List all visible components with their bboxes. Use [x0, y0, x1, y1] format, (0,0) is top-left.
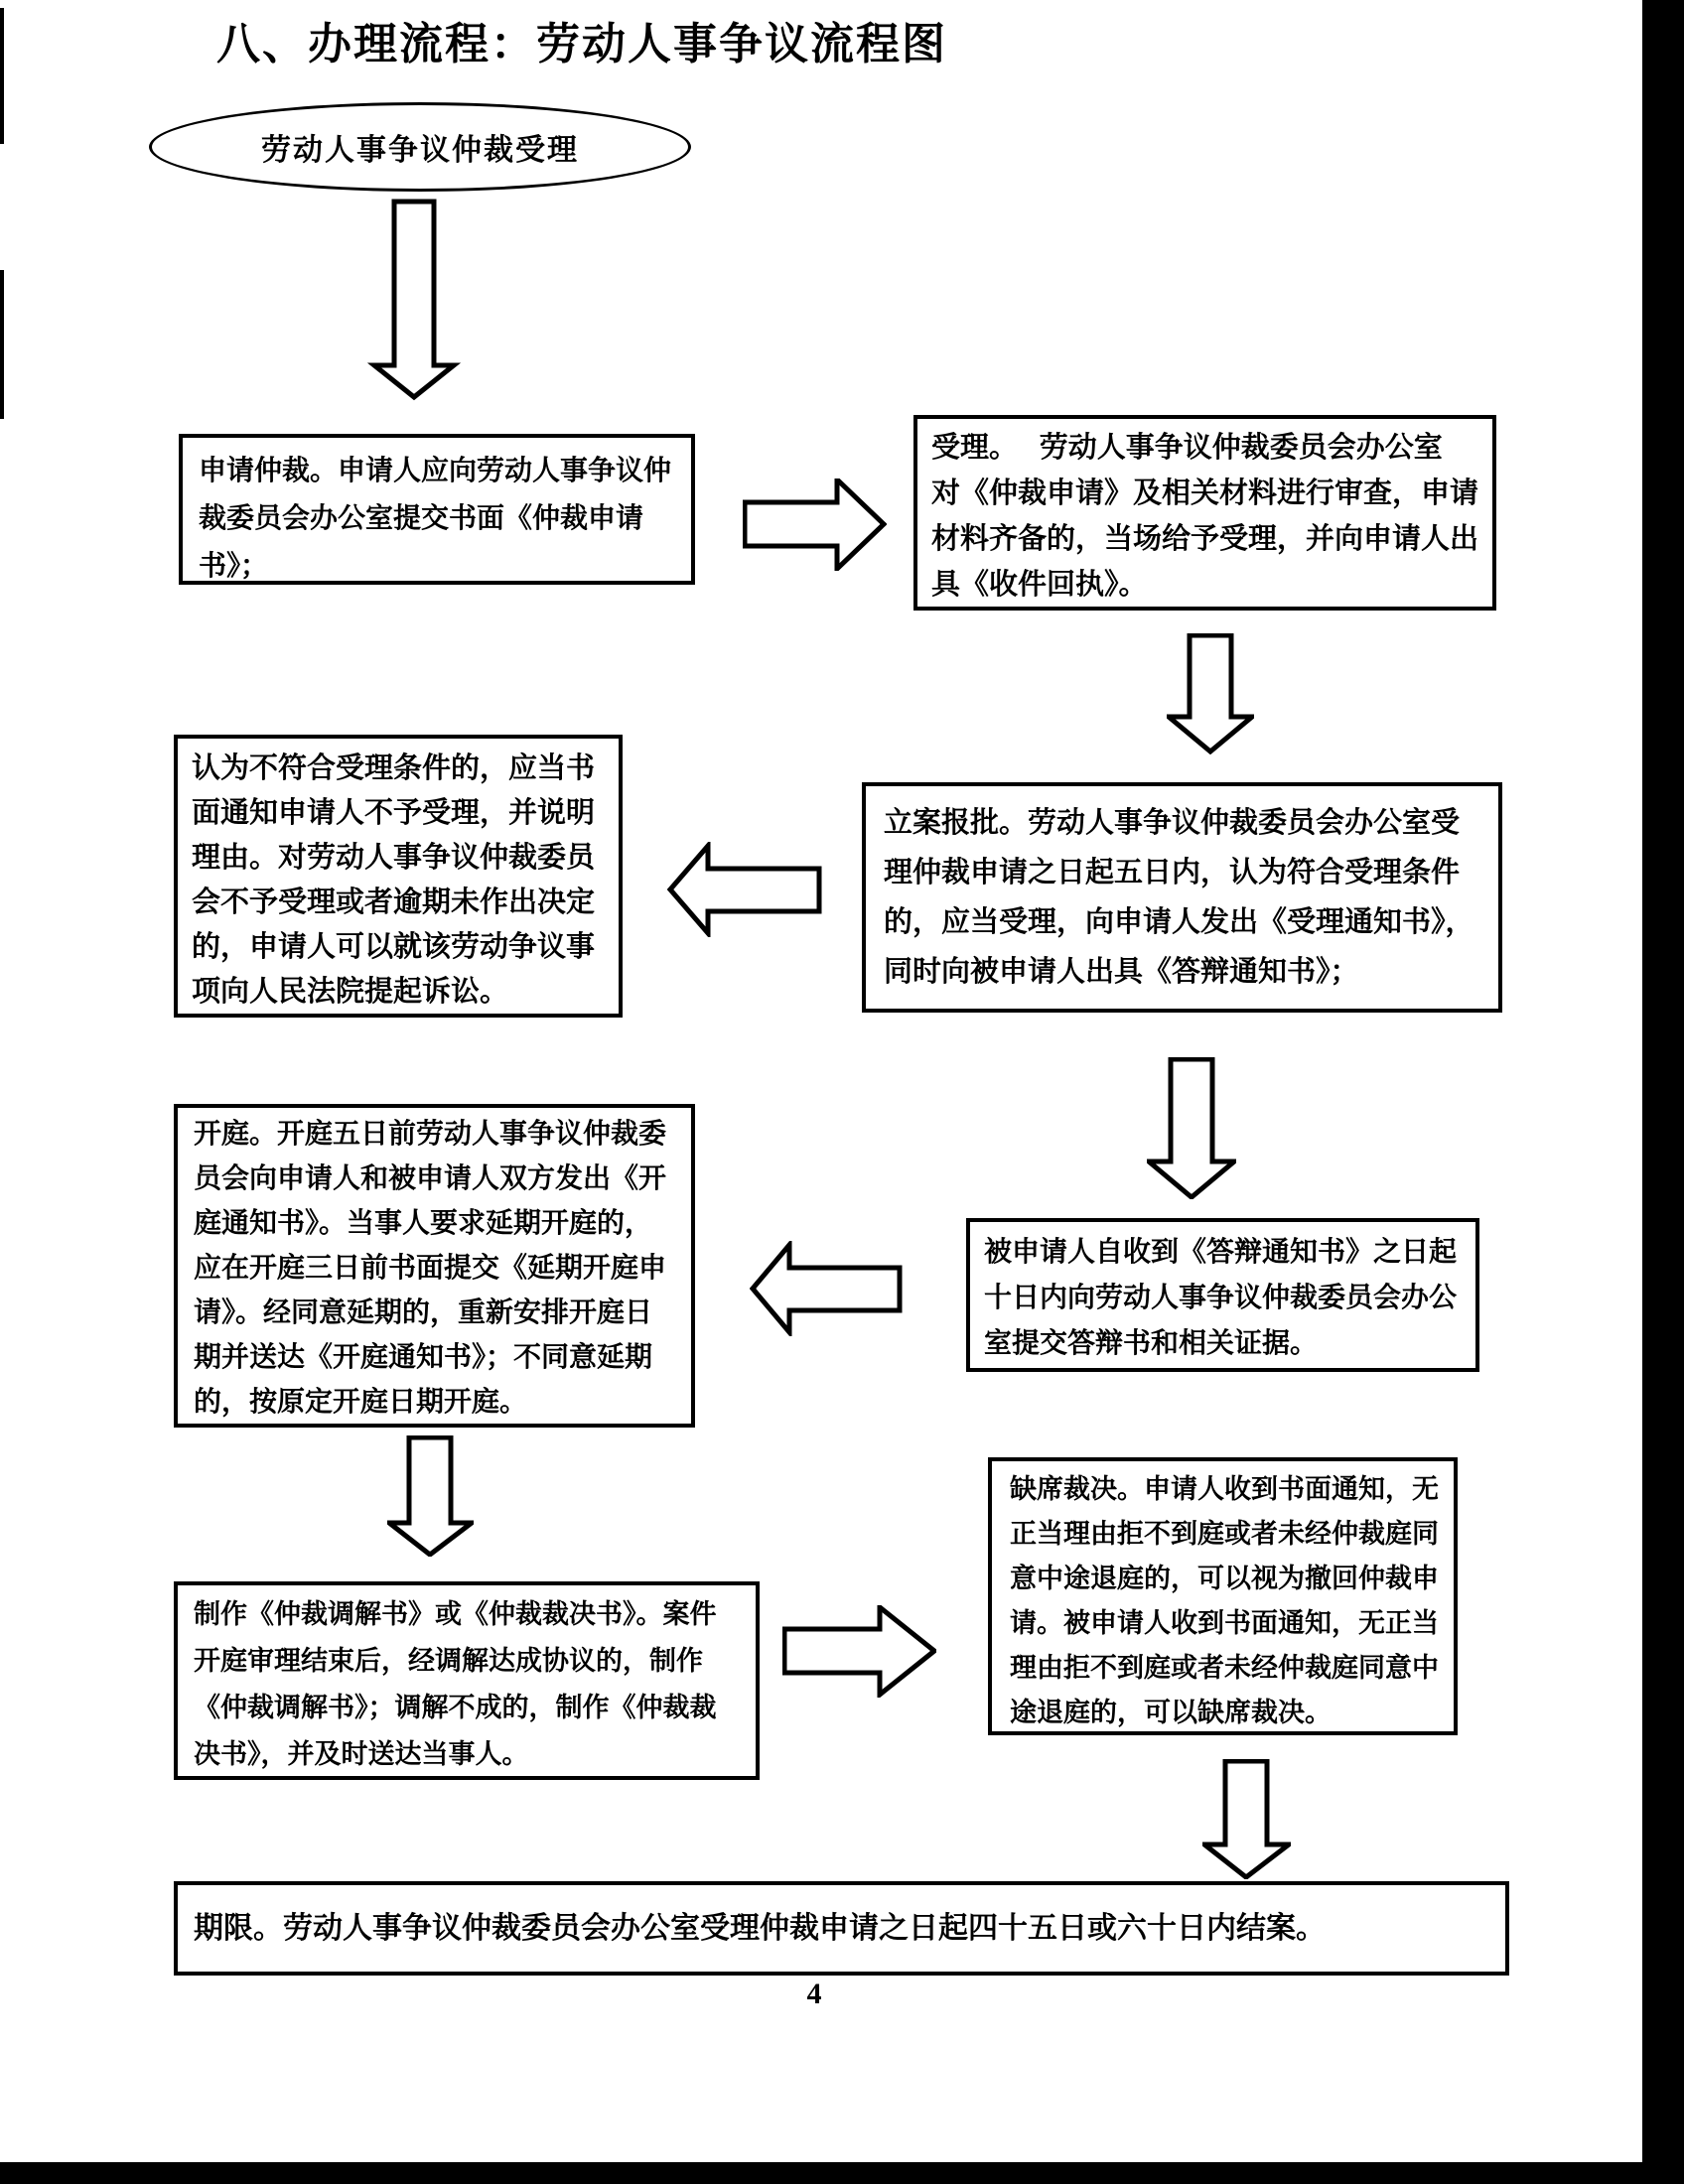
- scan-artifact-left-mark: [0, 270, 4, 419]
- step-case-filing: 立案报批。劳动人事争议仲裁委员会办公室受理仲裁申请之日起五日内，认为符合受理条件的，应当受理，向申请人发出《受理通知书》，同时向被申请人出具《答辩通知书》；: [862, 782, 1502, 1013]
- step-hearing: 开庭。开庭五日前劳动人事争议仲裁委员会向申请人和被申请人双方发出《开庭通知书》。当事人要求延期开庭的，应在开庭三日前书面提交《延期开庭申请》。经同意延期的，重新安排开庭日期并送达《开庭通知书》；不同意延期的，按原定开庭日期开庭。: [174, 1104, 695, 1428]
- step-respondent-reply: 被申请人自收到《答辩通知书》之日起十日内向劳动人事争议仲裁委员会办公室提交答辩书和相关证据。: [966, 1218, 1479, 1372]
- scan-artifact-bottom-band: [0, 2162, 1684, 2184]
- start-node-label: 劳动人事争议仲裁受理: [261, 134, 579, 167]
- step-default-ruling: 缺席裁决。申请人收到书面通知，无正当理由拒不到庭或者未经仲裁庭同意中途退庭的，可以视为撤回仲裁申请。被申请人收到书面通知，无正当理由拒不到庭或者未经仲裁庭同意中途退庭的，可以缺席裁决。: [988, 1457, 1458, 1735]
- left-arrow-icon: [750, 1241, 903, 1336]
- right-arrow-icon: [743, 478, 887, 571]
- page-title: 八、办理流程：劳动人事争议流程图: [216, 20, 947, 68]
- left-arrow-icon: [667, 842, 822, 937]
- scan-artifact-right-band: [1642, 0, 1684, 2184]
- step-deadline: 期限。劳动人事争议仲裁委员会办公室受理仲裁申请之日起四十五日或六十日内结案。: [174, 1881, 1509, 1976]
- step-acceptance: 受理。 劳动人事争议仲裁委员会办公室 对《仲裁申请》及相关材料进行审查，申请材料齐备的，当场给予受理，并向申请人出具《收件回执》。: [913, 415, 1496, 611]
- flowchart-start-node: [149, 102, 691, 192]
- page-number: 4: [806, 1978, 822, 2010]
- step-mediation-award: 制作《仲裁调解书》或《仲裁裁决书》。案件开庭审理结束后，经调解达成协议的，制作《仲裁调解书》；调解不成的，制作《仲裁裁决书》，并及时送达当事人。: [174, 1581, 760, 1780]
- down-arrow-icon: [367, 199, 462, 402]
- step-apply-arbitration: 申请仲裁。申请人应向劳动人事争议仲裁委员会办公室提交书面《仲裁申请书》；: [179, 434, 695, 585]
- down-arrow-icon: [1167, 633, 1254, 754]
- down-arrow-icon: [1202, 1759, 1291, 1879]
- down-arrow-icon: [387, 1435, 474, 1557]
- scan-artifact-left-mark: [0, 8, 4, 144]
- down-arrow-icon: [1147, 1057, 1236, 1199]
- right-arrow-icon: [782, 1605, 936, 1698]
- step-rejection-litigation: 认为不符合受理条件的，应当书面通知申请人不予受理，并说明理由。对劳动人事争议仲裁委员会不予受理或者逾期未作出决定的，申请人可以就该劳动争议事项向人民法院提起诉讼。: [174, 735, 623, 1018]
